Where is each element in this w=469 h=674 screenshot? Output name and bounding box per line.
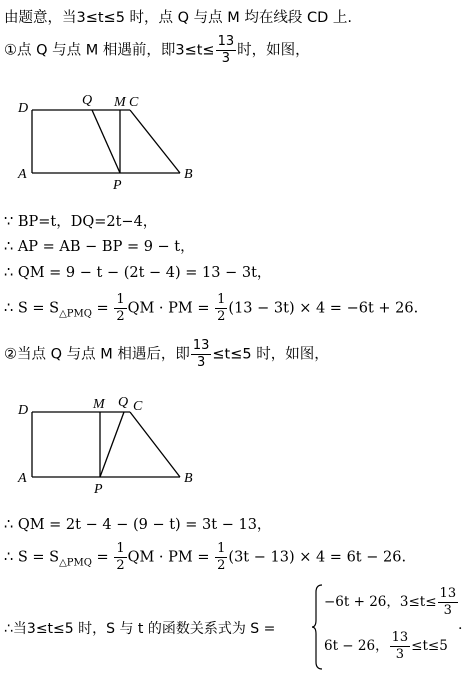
step2-half-2-den: 2 [217, 558, 226, 573]
fig1-label-D: D [18, 101, 29, 116]
piecewise-row-1-frac [438, 586, 459, 619]
case2-heading-b: ≤t≤5 时，如图， [212, 346, 329, 363]
piecewise-row-2 [324, 630, 448, 663]
fig1-label-B: B [184, 167, 193, 182]
piecewise-row-2-num: 13 [391, 630, 409, 645]
fig1-label-A: A [18, 167, 27, 182]
case1-heading-a: ①点 Q 与点 M 相遇前，即3≤t≤ [4, 42, 215, 59]
figure-2 [0, 392, 220, 502]
step2-qm: ∴ QM = 2t − 4 − (9 − t) = 3t − 13， [4, 517, 272, 533]
case1-heading [4, 34, 310, 67]
case2-frac-den: 3 [196, 355, 206, 370]
step2-area-sub: △PMQ [59, 557, 92, 569]
piecewise-brace [312, 584, 324, 670]
step1-given: ∵ BP=t，DQ=2t−4， [4, 214, 158, 230]
step1-ap: ∴ AP = AB − BP = 9 − t， [4, 239, 195, 255]
step1-area-sub: △PMQ [59, 308, 92, 320]
step2-area-b: = [91, 549, 114, 566]
fig1-label-C: C [129, 95, 139, 110]
conclusion-period: . [458, 617, 463, 633]
piecewise-row-1 [324, 586, 459, 619]
step2-half-1-den: 2 [116, 558, 125, 573]
step2-area-a: ∴ S = S [4, 549, 60, 566]
step1-area-d: (13 − 3t) × 4 = −6t + 26. [228, 300, 419, 317]
step1-area [4, 292, 418, 325]
case1-frac-num: 13 [217, 34, 235, 49]
step1-half-2-den: 2 [217, 309, 226, 324]
step1-half-2-num: 1 [217, 292, 226, 307]
fig2-label-A: A [18, 471, 27, 486]
step2-half-1-num: 1 [116, 541, 125, 556]
fig2-label-P: P [94, 482, 103, 497]
step1-half-1 [114, 292, 126, 325]
step2-half-2 [215, 541, 227, 574]
piecewise-row-2-den: 3 [395, 647, 404, 662]
step2-half-2-num: 1 [217, 541, 226, 556]
case1-frac-den: 3 [221, 51, 230, 66]
case1-fraction [216, 34, 237, 67]
fig2-label-D: D [18, 403, 29, 418]
piecewise-row-1-den: 3 [443, 603, 452, 618]
fig2-label-B: B [184, 471, 193, 486]
piecewise-row-1-num: 13 [439, 586, 457, 601]
step2-area-c: QM · PM = [127, 549, 215, 566]
step1-area-b: = [91, 300, 114, 317]
fig2-label-Q: Q [118, 395, 129, 410]
conclusion-lead: ∴当3≤t≤5 时，S 与 t 的函数关系式为 S = [4, 621, 276, 637]
step2-area-d: (3t − 13) × 4 = 6t − 26. [228, 549, 407, 566]
fig2-label-M: M [93, 397, 105, 412]
step1-half-1-num: 1 [116, 292, 125, 307]
step1-area-c: QM · PM = [127, 300, 215, 317]
fig1-label-Q: Q [82, 93, 93, 108]
piecewise-row-2-tail: ≤t≤5 [411, 638, 448, 654]
step2-half-1 [114, 541, 126, 574]
intro-text: 由题意，当3≤t≤5 时，点 Q 与点 M 均在线段 CD 上. [4, 10, 353, 26]
piecewise-row-2-frac [390, 630, 411, 663]
step1-half-1-den: 2 [116, 309, 125, 324]
case2-heading [4, 338, 329, 371]
case2-fraction [191, 338, 212, 371]
piecewise-row-1-text: −6t + 26，3≤t≤ [324, 594, 437, 610]
step1-qm: ∴ QM = 9 − t − (2t − 4) = 13 − 3t， [4, 265, 272, 281]
figure-1 [0, 88, 220, 198]
piecewise-row-2-text: 6t − 26， [324, 638, 389, 654]
fig1-label-M: M [114, 95, 126, 110]
case2-heading-a: ②当点 Q 与点 M 相遇后，即 [4, 346, 190, 363]
step2-area [4, 541, 406, 574]
case1-heading-b: 时，如图， [237, 42, 310, 59]
step1-half-2 [215, 292, 227, 325]
step1-area-a: ∴ S = S [4, 300, 60, 317]
fig2-label-C: C [133, 399, 143, 414]
fig1-label-P: P [113, 178, 122, 193]
case2-frac-num: 13 [192, 338, 210, 353]
